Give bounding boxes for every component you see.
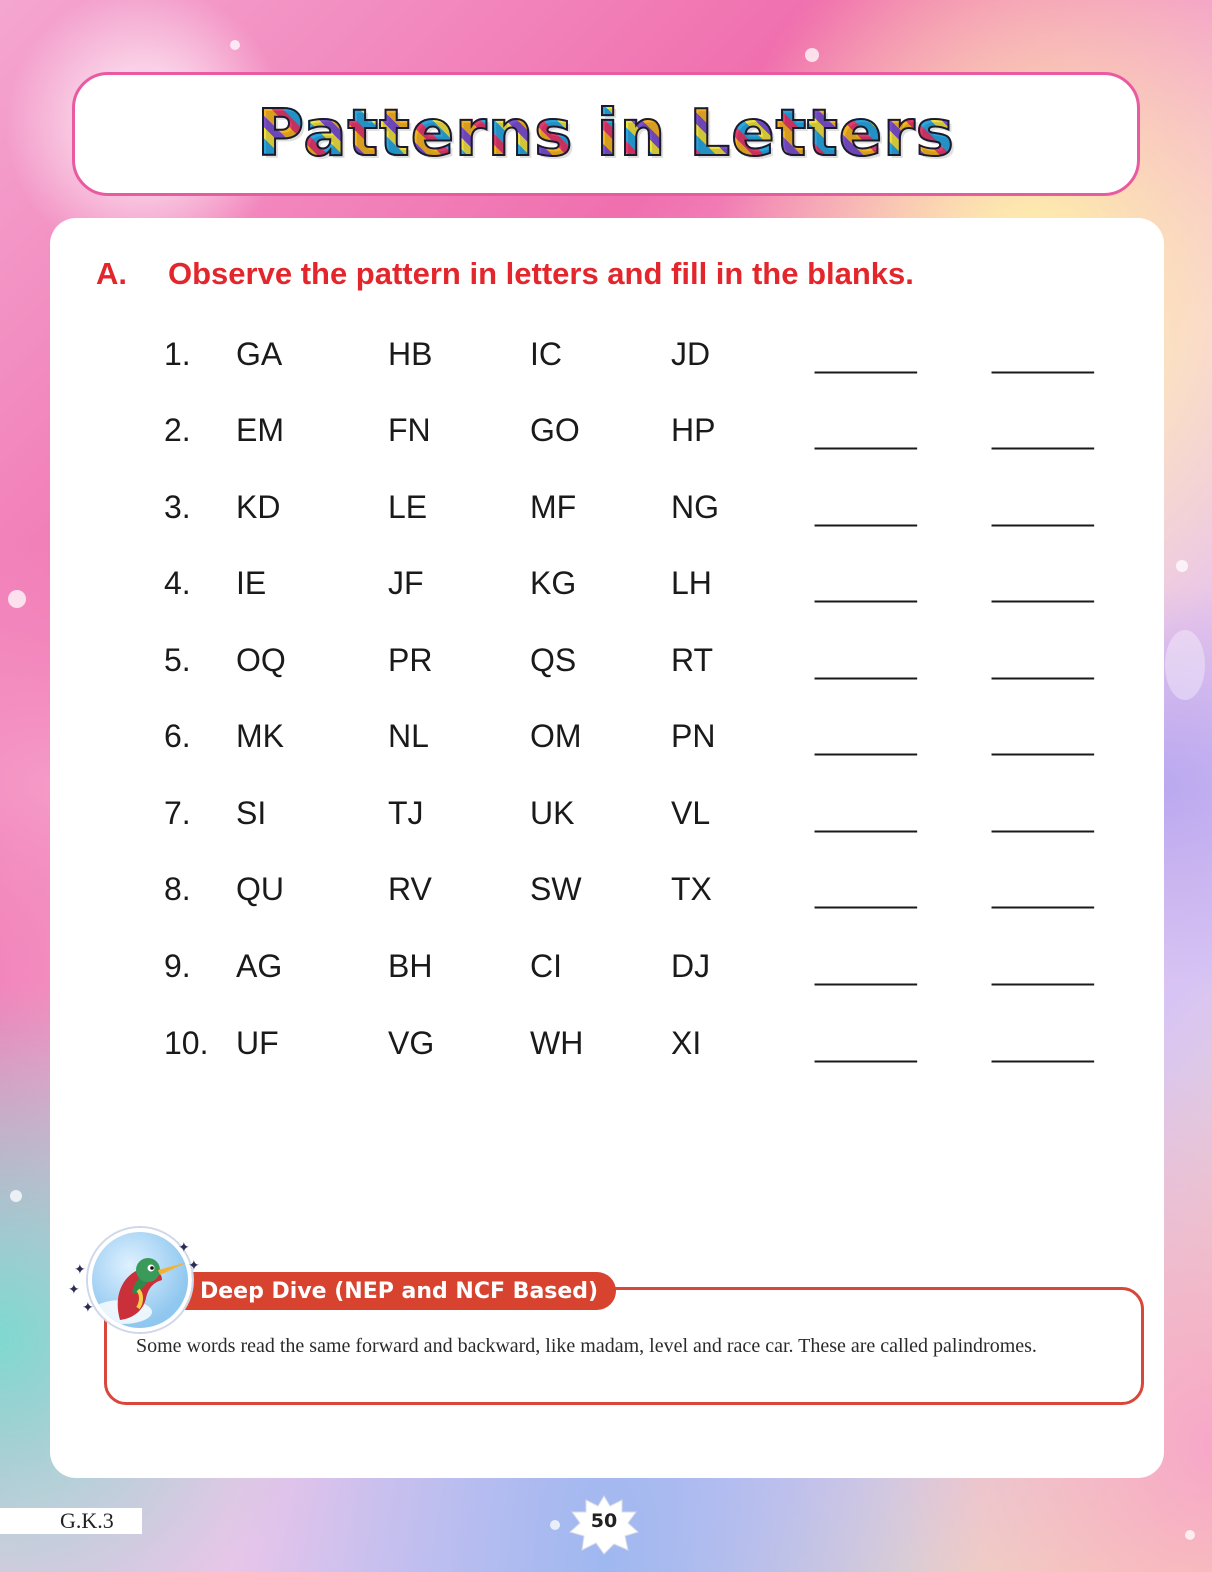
letter-pair: OQ bbox=[236, 642, 286, 678]
letter-pair: KG bbox=[530, 565, 577, 601]
letter-pair: LE bbox=[388, 489, 428, 525]
sparkle bbox=[1185, 1530, 1195, 1540]
letter-pair: BH bbox=[388, 948, 433, 984]
answer-blank[interactable]: ______ bbox=[992, 644, 1093, 680]
letter-pair: SW bbox=[530, 871, 582, 907]
exercise-row bbox=[50, 336, 1164, 396]
letter-pair: JF bbox=[388, 565, 424, 601]
letter-pair: VG bbox=[388, 1025, 435, 1061]
answer-blank[interactable]: ______ bbox=[815, 567, 916, 603]
exercise-row bbox=[50, 565, 1164, 625]
letter-pair: KD bbox=[236, 489, 281, 525]
answer-blank[interactable]: ______ bbox=[815, 950, 916, 986]
letter-pair: VL bbox=[671, 795, 711, 831]
letter-pair: CI bbox=[530, 948, 562, 984]
answer-blank[interactable]: ______ bbox=[815, 414, 916, 450]
section-instruction: Observe the pattern in letters and fill in the blanks. bbox=[168, 256, 914, 291]
row-number: 6. bbox=[164, 718, 191, 754]
exercise-row bbox=[50, 718, 1164, 778]
exercise-row bbox=[50, 412, 1164, 472]
answer-blank[interactable]: ______ bbox=[992, 873, 1093, 909]
letter-pair: DJ bbox=[671, 948, 711, 984]
exercise-row bbox=[50, 871, 1164, 931]
letter-pair: IC bbox=[530, 336, 562, 372]
deep-dive-text: Some words read the same forward and backward, like madam, level and race car. These are called palindromes. bbox=[136, 1335, 1037, 1357]
exercise-row bbox=[50, 642, 1164, 702]
letter-pair: FN bbox=[388, 412, 431, 448]
exercise-row bbox=[50, 489, 1164, 549]
letter-pair: UK bbox=[530, 795, 575, 831]
letter-pair: HP bbox=[671, 412, 716, 448]
letter-pair: PN bbox=[671, 718, 716, 754]
row-number: 5. bbox=[164, 642, 191, 678]
letter-pair: AG bbox=[236, 948, 283, 984]
deep-dive-heading: Deep Dive (NEP and NCF Based) bbox=[164, 1272, 616, 1310]
star-icon: ✦ bbox=[82, 1300, 94, 1316]
answer-blank[interactable]: ______ bbox=[815, 491, 916, 527]
letter-pair: SI bbox=[236, 795, 267, 831]
letter-pair: MK bbox=[236, 718, 284, 754]
letter-pair: EM bbox=[236, 412, 284, 448]
sparkle bbox=[1165, 630, 1205, 700]
sparkle bbox=[550, 1520, 560, 1530]
answer-blank[interactable]: ______ bbox=[992, 567, 1093, 603]
sparkle bbox=[230, 40, 240, 50]
letter-pair: UF bbox=[236, 1025, 279, 1061]
letter-pair: JD bbox=[671, 336, 711, 372]
section-heading bbox=[96, 256, 914, 292]
answer-blank[interactable]: ______ bbox=[815, 644, 916, 680]
row-number: 8. bbox=[164, 871, 191, 907]
bird-mascot-icon bbox=[88, 1228, 192, 1332]
exercise-row bbox=[50, 795, 1164, 855]
answer-blank[interactable]: ______ bbox=[815, 797, 916, 833]
answer-blank[interactable]: ______ bbox=[992, 338, 1093, 374]
row-number: 10. bbox=[164, 1025, 209, 1061]
star-icon: ✦ bbox=[68, 1282, 80, 1298]
letter-pair: QS bbox=[530, 642, 577, 678]
exercise-row bbox=[50, 948, 1164, 1008]
row-number: 1. bbox=[164, 336, 191, 372]
answer-blank[interactable]: ______ bbox=[992, 720, 1093, 756]
letter-pair: TJ bbox=[388, 795, 424, 831]
letter-pair: OM bbox=[530, 718, 582, 754]
title-banner bbox=[72, 72, 1140, 196]
page-number: 50 bbox=[590, 1510, 618, 1532]
answer-blank[interactable]: ______ bbox=[992, 414, 1093, 450]
answer-blank[interactable]: ______ bbox=[815, 873, 916, 909]
section-label: A. bbox=[96, 256, 127, 291]
letter-pair: RV bbox=[388, 871, 432, 907]
letter-pair: TX bbox=[671, 871, 712, 907]
letter-pair: GA bbox=[236, 336, 283, 372]
letter-pair: WH bbox=[530, 1025, 584, 1061]
letter-pair: QU bbox=[236, 871, 284, 907]
row-number: 9. bbox=[164, 948, 191, 984]
letter-pair: RT bbox=[671, 642, 714, 678]
answer-blank[interactable]: ______ bbox=[815, 1027, 916, 1063]
sparkle bbox=[10, 1190, 22, 1202]
star-icon: ✦ bbox=[188, 1258, 200, 1274]
letter-pair: LH bbox=[671, 565, 712, 601]
star-icon: ✦ bbox=[178, 1240, 190, 1256]
row-number: 3. bbox=[164, 489, 191, 525]
letter-pair: IE bbox=[236, 565, 267, 601]
answer-blank[interactable]: ______ bbox=[992, 1027, 1093, 1063]
page-title: Patterns in Letters bbox=[257, 97, 955, 171]
letter-pair: GO bbox=[530, 412, 580, 448]
answer-blank[interactable]: ______ bbox=[815, 338, 916, 374]
letter-pair: NG bbox=[671, 489, 719, 525]
row-number: 2. bbox=[164, 412, 191, 448]
row-number: 7. bbox=[164, 795, 191, 831]
answer-blank[interactable]: ______ bbox=[992, 491, 1093, 527]
answer-blank[interactable]: ______ bbox=[992, 950, 1093, 986]
letter-pair: PR bbox=[388, 642, 433, 678]
sparkle bbox=[805, 48, 819, 62]
letter-pair: NL bbox=[388, 718, 429, 754]
answer-blank[interactable]: ______ bbox=[992, 797, 1093, 833]
sparkle bbox=[8, 590, 26, 608]
star-icon: ✦ bbox=[74, 1262, 86, 1278]
sparkle bbox=[1176, 560, 1188, 572]
row-number: 4. bbox=[164, 565, 191, 601]
letter-pair: XI bbox=[671, 1025, 702, 1061]
book-label: G.K.3 bbox=[0, 1508, 142, 1534]
answer-blank[interactable]: ______ bbox=[815, 720, 916, 756]
letter-pair: HB bbox=[388, 336, 433, 372]
exercise-row bbox=[50, 1025, 1164, 1085]
letter-pair: MF bbox=[530, 489, 577, 525]
